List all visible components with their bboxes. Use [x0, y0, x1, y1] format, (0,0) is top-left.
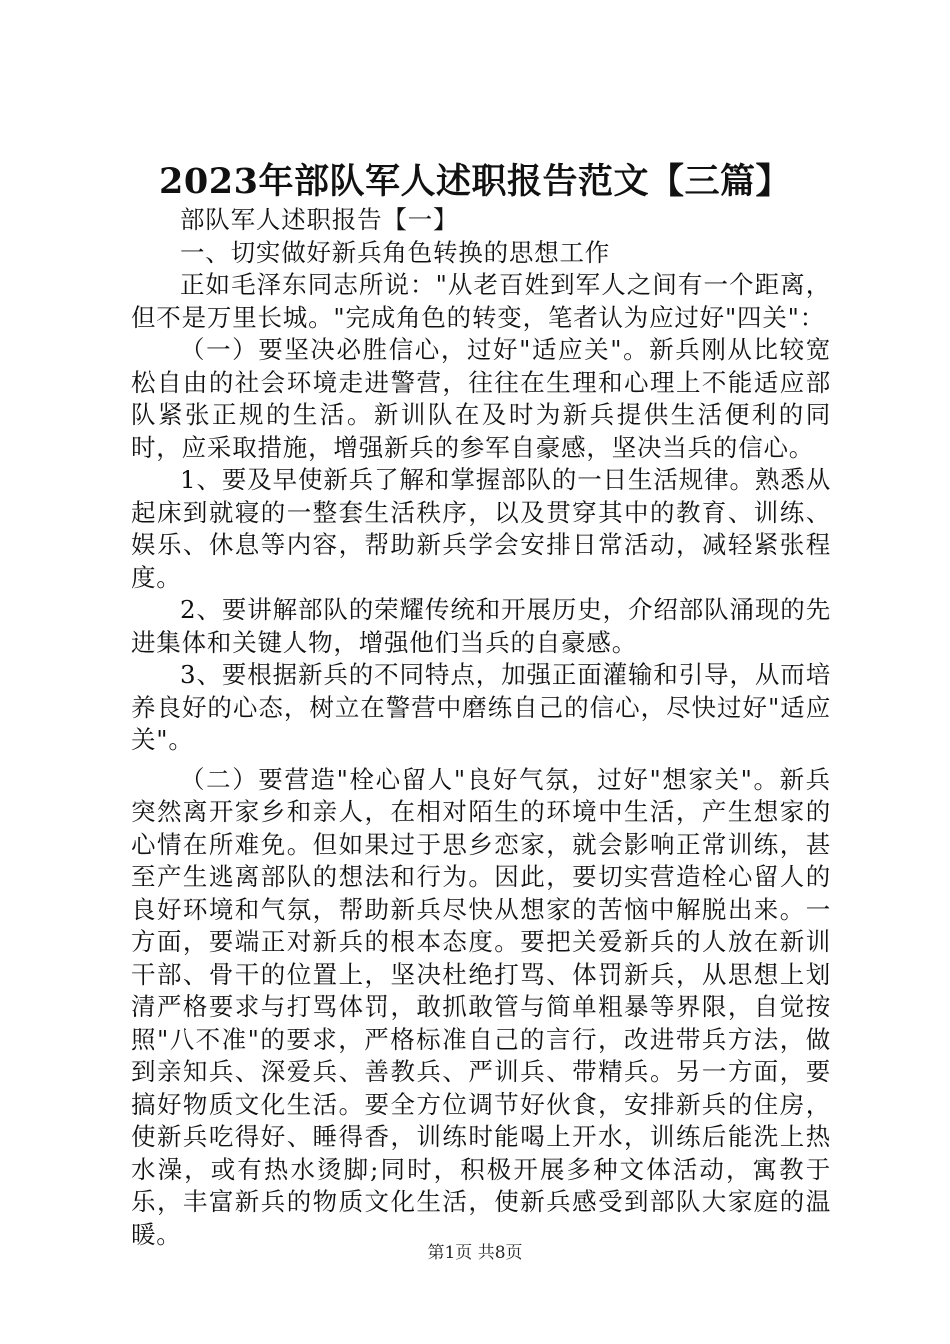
section-heading: 部队军人述职报告【一】	[180, 205, 459, 234]
document-body	[131, 204, 831, 1251]
page-number: 第1页 共8页	[427, 1243, 523, 1263]
paragraph: 1、要及早使新兵了解和掌握部队的一日生活规律。熟悉从起床到就寝的一整套生活秩序，以及贯穿其中的教育、训练、娱乐、休息等内容，帮助新兵学会安排日常活动，减轻紧张程度。	[131, 465, 831, 592]
paragraph: 2、要讲解部队的荣耀传统和开展历史，介绍部队涌现的先进集体和关键人物，增强他们当兵的自豪感。	[131, 595, 831, 657]
subsection-heading: 一、切实做好新兵角色转换的思想工作	[180, 237, 611, 267]
paragraph: （二）要营造"栓心留人"良好气氛，过好"想家关"。新兵突然离开家乡和亲人，在相对陌生的环境中生活，产生想家的心情在所难免。但如果过于思乡恋家，就会影响正常训练，甚至产生逃离部队的想法和行为。因此，要切实营造栓心留人的良好环境和气氛，帮助新兵尽快从想家的苦恼中解脱出来。一方面，要端正对新兵的根本态度。要把关爱新兵的人放在新训干部、骨干的位置上，坚决杜绝打骂、体罚新兵，从思想上划清严格要求与打骂体罚，敢抓敢管与简单粗暴等界限，自觉按照"八不准"的要求，严格标准自己的言行，改进带兵方法，做到亲知兵、深爱兵、善教兵、严训兵、带精兵。另一方面，要搞好物质文化生活。要全方位调节好伙食，安排新兵的住房，使新兵吃得好、睡得香，训练时能喝上开水，训练后能洗上热水澡，或有热水烫脚;同时，积极开展多种文体活动，寓教于乐，丰富新兵的物质文化生活，使新兵感受到部队大家庭的温暖。	[131, 764, 831, 1249]
paragraph: 3、要根据新兵的不同特点，加强正面灌输和引导，从而培养良好的心态，树立在警营中磨练自己的信心，尽快过好"适应关"。	[131, 660, 831, 754]
paragraph: 正如毛泽东同志所说："从老百姓到军人之间有一个距离，但不是万里长城。"完成角色的转变，笔者认为应过好"四关"：	[131, 270, 831, 332]
document-title: 2023年部队军人述职报告范文【三篇】	[159, 161, 791, 202]
paragraph: （一）要坚决必胜信心，过好"适应关"。新兵刚从比较宽松自由的社会环境走进警营，往往在生理和心理上不能适应部队紧张正规的生活。新训队在及时为新兵提供生活便利的同时，应采取措施，增强新兵的参军自豪感，坚决当兵的信心。	[131, 335, 831, 462]
